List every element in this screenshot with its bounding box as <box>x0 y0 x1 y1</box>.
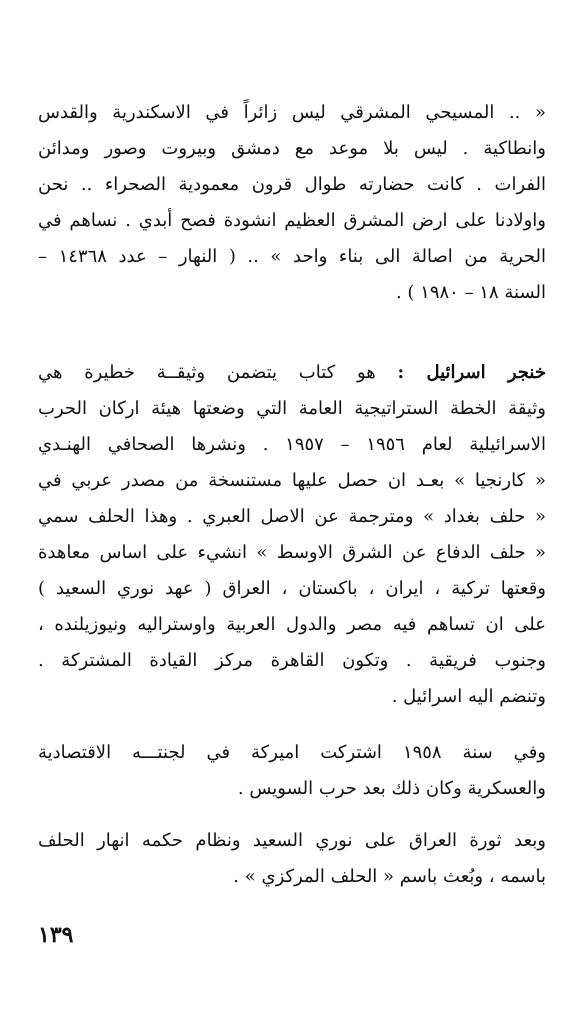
text-line: وقعتها تركية ، ايران ، باكستان ، العراق ( عهد نوري السعيد ) <box>38 578 546 599</box>
page-number: ١٣٩ <box>38 922 74 948</box>
text-line: واولادنا على ارض المشرق العظيم انشودة فصح أبدي . نساهم في <box>38 210 546 231</box>
text-line-with-heading <box>38 355 546 391</box>
text-line: الفرات . كانت حضارته طوال قرون معمودية الصحراء .. نحن <box>38 174 546 195</box>
text-line: « حلف بغداد » ومترجمة عن الاصل العبري . وهذا الحلف سمي <box>38 506 546 527</box>
entry-heading: خنجر اسرائيل : <box>397 362 546 383</box>
text-line: وثيقة الخطة الستراتيجية العامة التي وضعتها هيئة اركان الحرب <box>38 398 546 419</box>
text-line: الاسرائيلية لعام ١٩٥٦ – ١٩٥٧ . ونشرها الصحافي الهنـدي <box>38 434 546 455</box>
text-line: على ان تساهم فيه مصر والدول العربية واوستراليه ونيوزيلنده ، <box>38 614 546 635</box>
entry-text: هو كتاب يتضمن وثيقــة خطيرة هي <box>38 362 398 383</box>
text-line: « .. المسيحي المشرقي ليس زائراً في الاسكندرية والقدس <box>38 102 546 123</box>
text-line: وجنوب فريقية . وتكون القاهرة مركز القيادة المشتركة . <box>38 650 546 671</box>
text-line: والعسكرية وكان ذلك بعد حرب السويس . <box>237 778 546 799</box>
text-line: وفي سنة ١٩٥٨ اشتركت اميركة في لجنتـــه الاقتصادية <box>38 742 546 763</box>
text-line: « كارنجيا » بعـد ان حصل عليها مستنسخة من مصدر عربي في <box>38 470 546 491</box>
paragraph-quote <box>38 95 546 311</box>
text-line: وتنضم اليه اسرائيل . <box>391 686 546 707</box>
paragraph-dagger-of-israel <box>38 355 546 715</box>
text-line: وانطاكية . ليس بلا موعد مع دمشق وبيروت وصور ومدائن <box>38 138 546 159</box>
paragraph-central-pact <box>38 823 546 895</box>
text-line: باسمه ، وبُعث باسم « الحلف المركزي » . <box>233 866 546 887</box>
text-line: الحرية من اصالة الى بناء واحد » .. ( النهار – عدد ١٤٣٦٨ – <box>38 246 546 267</box>
paragraph-1958 <box>38 735 546 807</box>
text-line: السنة ١٨ – ١٩٨٠ ) . <box>395 282 546 303</box>
text-line: « حلف الدفاع عن الشرق الاوسط » انشيء على اساس معاهدة <box>38 542 546 563</box>
text-line: وبعد ثورة العراق على نوري السعيد ونظام حكمه انهار الحلف <box>38 830 546 851</box>
